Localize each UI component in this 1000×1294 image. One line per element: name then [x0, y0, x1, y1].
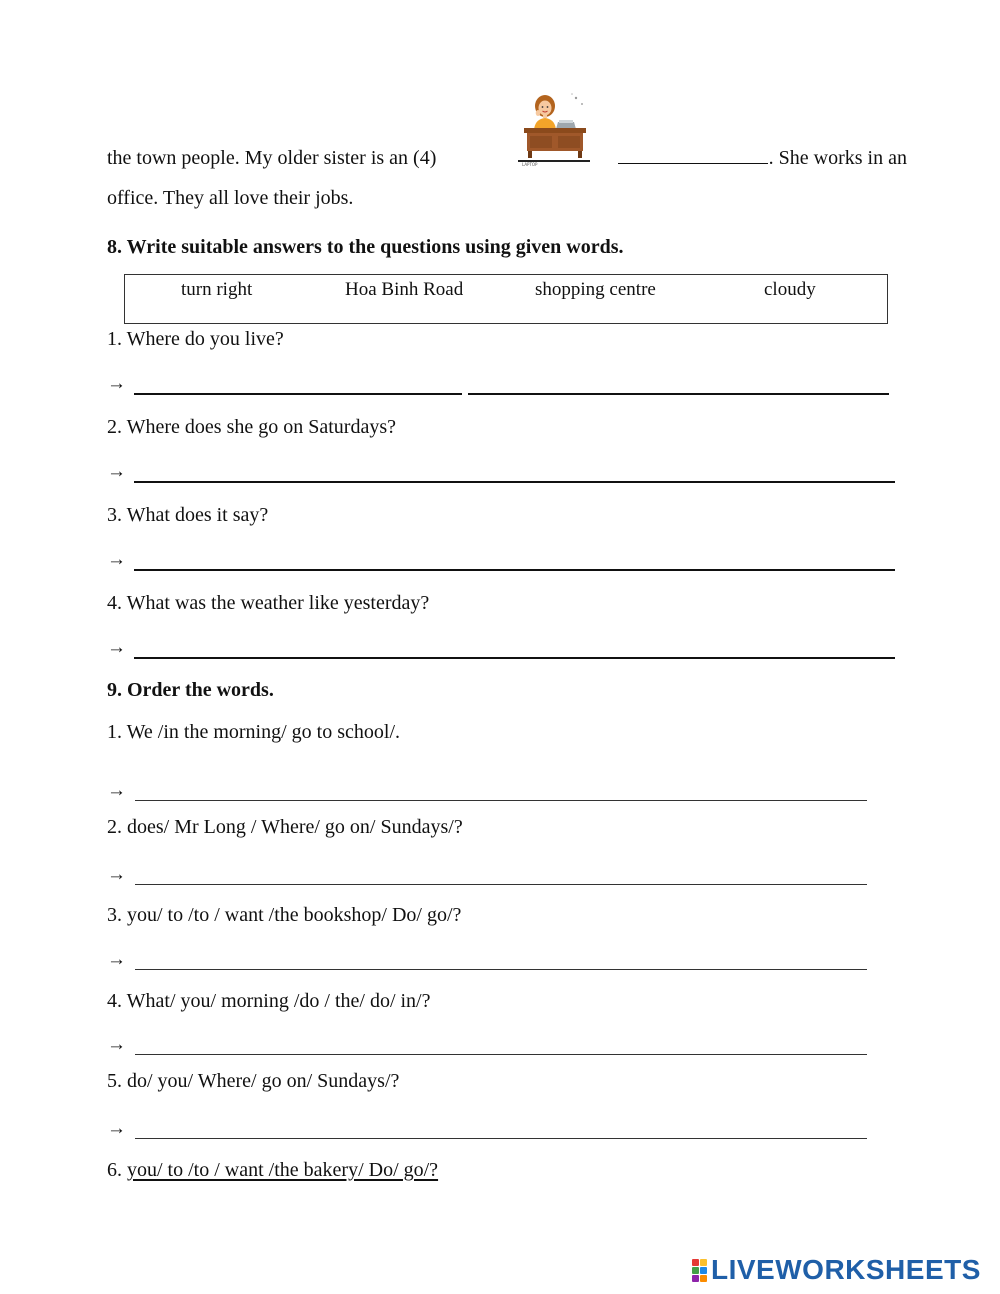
order-item-1: 1. We /in the morning/ go to school/.	[107, 721, 400, 743]
answer-line-8-1a[interactable]	[134, 393, 462, 395]
logo-tile	[692, 1259, 699, 1266]
section-8-heading: 8. Write suitable answers to the questions using given words.	[107, 236, 624, 258]
section-9-heading: 9. Order the words.	[107, 679, 274, 701]
word-box	[124, 274, 888, 324]
order-item-2: 2. does/ Mr Long / Where/ go on/ Sundays/?	[107, 816, 463, 838]
paragraph-line-1	[107, 144, 907, 171]
word-cloudy: cloudy	[764, 279, 816, 300]
logo-tile	[692, 1275, 699, 1282]
answer-line-8-1b[interactable]	[468, 393, 889, 395]
answer-line-9-4[interactable]	[135, 1054, 867, 1055]
arrow-icon: →	[107, 780, 126, 801]
answer-line-8-2[interactable]	[134, 481, 895, 483]
question-8-1: 1. Where do you live?	[107, 328, 284, 350]
arrow-icon: →	[107, 373, 126, 394]
arrow-icon: →	[107, 637, 126, 658]
question-8-3: 3. What does it say?	[107, 504, 269, 526]
arrow-icon: →	[107, 461, 126, 482]
arrow-icon: →	[107, 1118, 126, 1139]
paragraph-line-1-right: . She works in an	[768, 147, 907, 169]
answer-line-9-1[interactable]	[135, 800, 867, 801]
answer-line-8-3[interactable]	[134, 569, 895, 571]
answer-line-8-4[interactable]	[134, 657, 895, 659]
arrow-icon: →	[107, 949, 126, 970]
paragraph-line-1-left: the town people. My older sister is an (4)	[107, 147, 437, 169]
word-shopping-centre: shopping centre	[535, 279, 656, 300]
logo-tile	[700, 1275, 707, 1282]
question-8-4: 4. What was the weather like yesterday?	[107, 592, 430, 614]
arrow-icon: →	[107, 864, 126, 885]
order-item-5: 5. do/ you/ Where/ go on/ Sundays/?	[107, 1070, 400, 1092]
laptop-caption: LAPTOP	[522, 162, 538, 166]
logo-tile	[700, 1259, 707, 1266]
logo-mark-icon	[692, 1259, 707, 1282]
answer-line-9-2[interactable]	[135, 884, 867, 885]
paragraph	[107, 144, 907, 211]
paragraph-line-2: office. They all love their jobs.	[107, 187, 354, 209]
arrow-icon: →	[107, 549, 126, 570]
logo-text: LIVEWORKSHEETS	[711, 1254, 981, 1285]
order-item-4: 4. What/ you/ morning /do / the/ do/ in/?	[107, 990, 431, 1012]
picture-slot	[554, 144, 618, 164]
blank-4-container	[554, 144, 907, 171]
logo-tile	[692, 1267, 699, 1274]
order-item-6-text: you/ to /to / want /the bakery/ Do/ go/?	[127, 1159, 439, 1181]
question-8-2: 2. Where does she go on Saturdays?	[107, 416, 397, 438]
order-item-6-number: 6.	[107, 1159, 122, 1181]
blank-4-input[interactable]	[618, 145, 768, 164]
order-item-3: 3. you/ to /to / want /the bookshop/ Do/ go/?	[107, 904, 462, 926]
logo-tile	[700, 1267, 707, 1274]
arrow-icon: →	[107, 1034, 126, 1055]
answer-line-9-3[interactable]	[135, 969, 867, 970]
liveworksheets-logo	[692, 1255, 981, 1285]
answer-line-9-5[interactable]	[135, 1138, 867, 1139]
order-item-6	[107, 1159, 438, 1182]
word-hoa-binh-road: Hoa Binh Road	[345, 279, 464, 300]
word-turn-right: turn right	[181, 279, 253, 300]
